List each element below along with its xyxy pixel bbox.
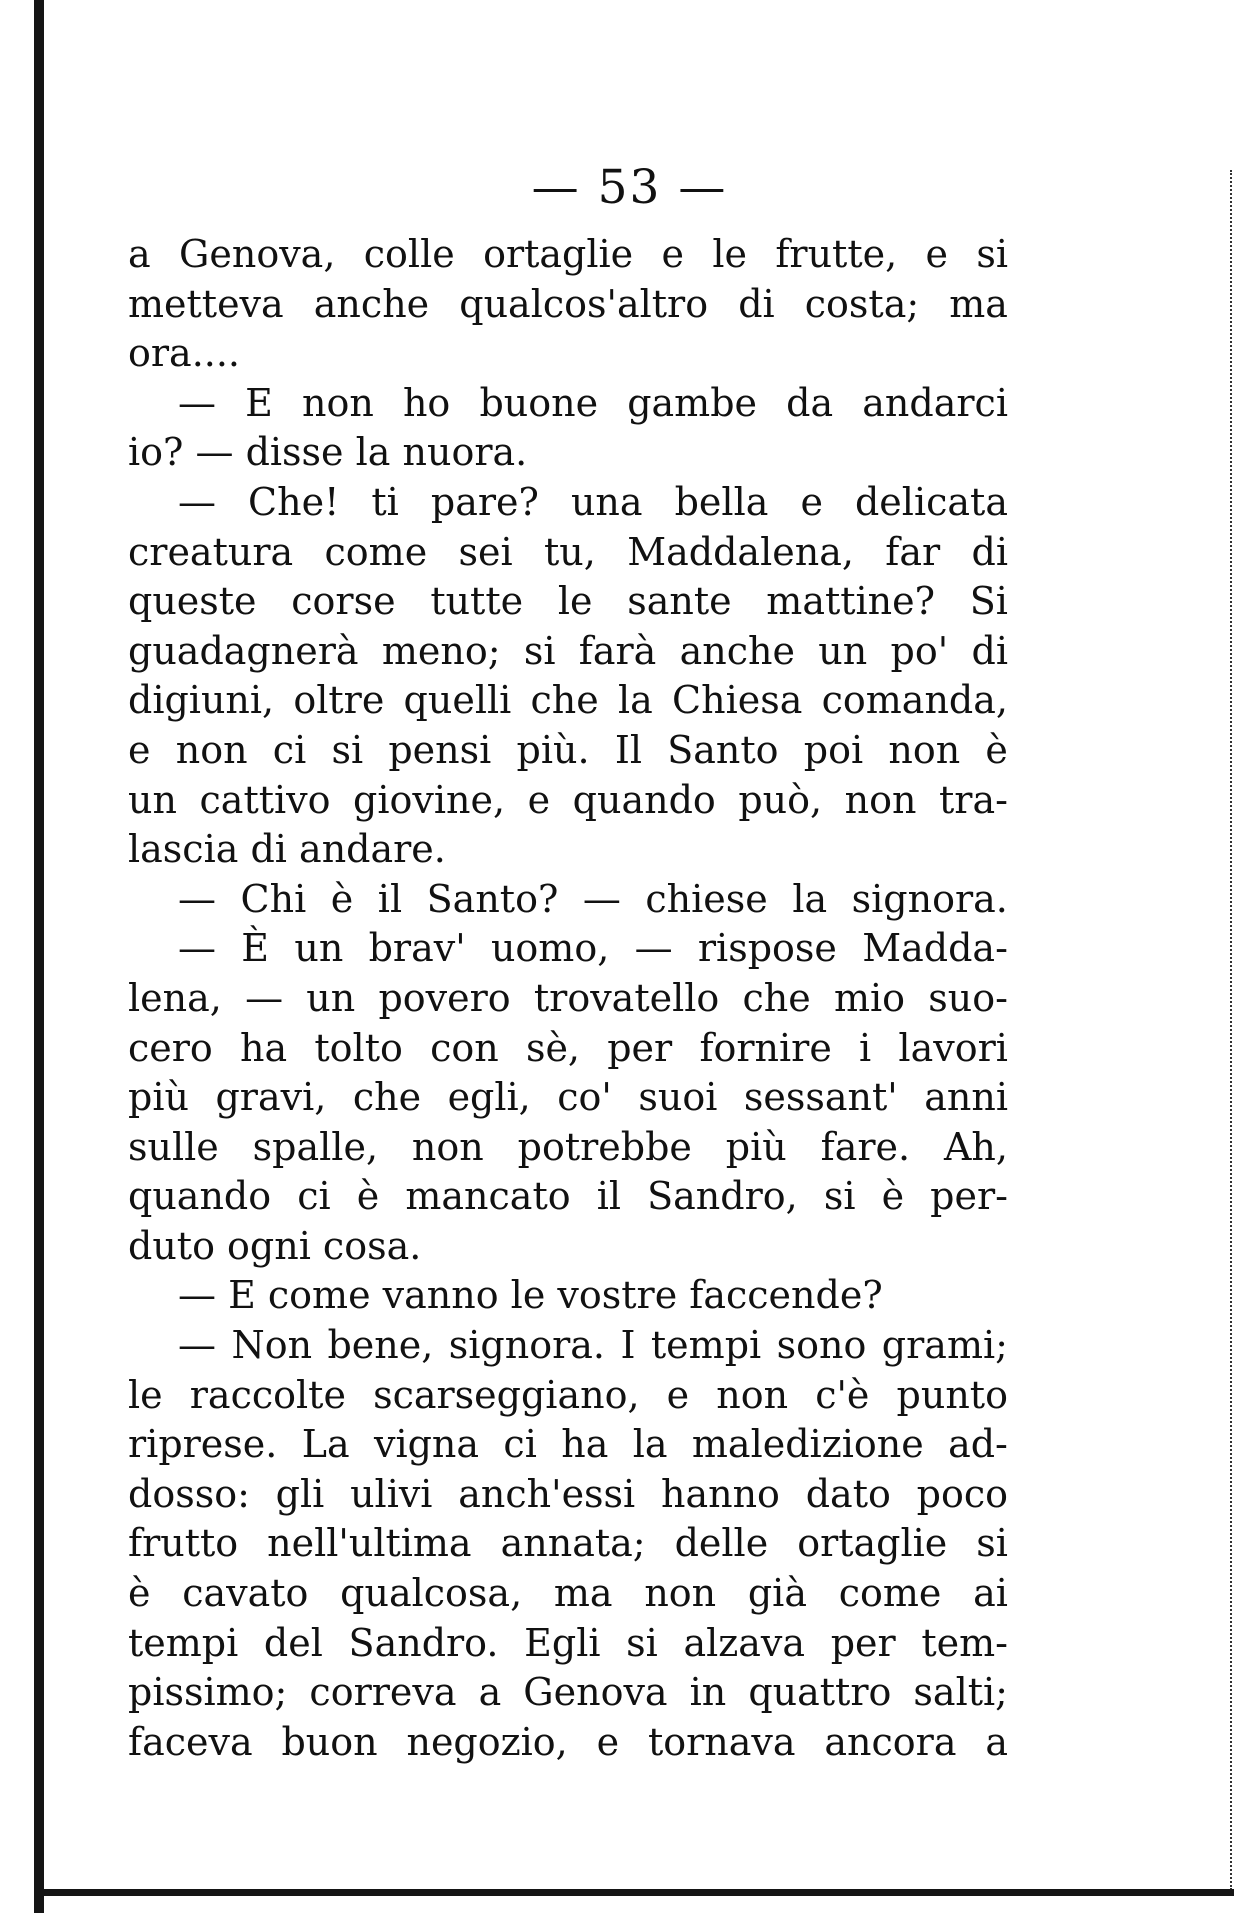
page-right-edge: [1230, 170, 1238, 1890]
text-line: — Che! ti pare? una bella e delicata: [178, 479, 1008, 524]
text-line: — E come vanno le vostre faccende?: [178, 1273, 883, 1318]
text-line: pissimo; correva a Genova in quattro salti;: [128, 1670, 1008, 1715]
text-line: a Genova, colle ortaglie e le frutte, e si: [128, 232, 1008, 276]
page-number: — 53 —: [531, 160, 728, 215]
text-line: digiuni, oltre quelli che la Chiesa comanda,: [128, 678, 1008, 723]
text-line: creatura come sei tu, Maddalena, far di: [128, 529, 1008, 574]
text-line: quando ci è mancato il Sandro, si è per-: [128, 1174, 1008, 1219]
text-line: cero ha tolto con sè, per fornire i lavori: [128, 1025, 1008, 1070]
text-line: le raccolte scarseggiano, e non c'è punto: [128, 1372, 1008, 1417]
page-left-edge: [34, 0, 44, 1913]
text-line: queste corse tutte le sante mattine? Si: [128, 579, 1008, 624]
text-line: duto ogni cosa.: [128, 1223, 422, 1268]
text-line: lena, — un povero trovatello che mio suo-: [128, 975, 1008, 1020]
text-line: — E non ho buone gambe da andarci: [178, 380, 1008, 425]
text-line: tempi del Sandro. Egli si alzava per tem-: [128, 1620, 1008, 1665]
text-line: — Non bene, signora. I tempi sono grami;: [178, 1323, 1008, 1368]
text-line: ora....: [128, 331, 241, 376]
text-line: sulle spalle, non potrebbe più fare. Ah,: [128, 1124, 1008, 1169]
text-line: più gravi, che egli, co' suoi sessant' anni: [128, 1075, 1008, 1120]
text-line: guadagnerà meno; si farà anche un po' di: [128, 628, 1008, 673]
text-line: un cattivo giovine, e quando può, non tra-: [128, 777, 1008, 822]
text-line: metteva anche qualcos'altro di costa; ma: [128, 281, 1008, 326]
text-line: dosso: gli ulivi anch'essi hanno dato poco: [128, 1471, 1008, 1516]
text-line: — Chi è il Santo? — chiese la signora.: [178, 876, 1008, 921]
text-line: lascia di andare.: [128, 827, 446, 872]
page-bottom-edge: [34, 1889, 1234, 1896]
text-line: è cavato qualcosa, ma non già come ai: [128, 1571, 1008, 1616]
text-line: io? — disse la nuora.: [128, 430, 528, 475]
text-line: e non ci si pensi più. Il Santo poi non è: [128, 727, 1008, 772]
text-line: riprese. La vigna ci ha la maledizione ad-: [128, 1422, 1008, 1467]
body-text: [128, 230, 1008, 1767]
text-line: — È un brav' uomo, — rispose Madda-: [178, 926, 1008, 971]
text-line: frutto nell'ultima annata; delle ortaglie si: [128, 1521, 1008, 1566]
text-line: faceva buon negozio, e tornava ancora a: [128, 1719, 1008, 1764]
